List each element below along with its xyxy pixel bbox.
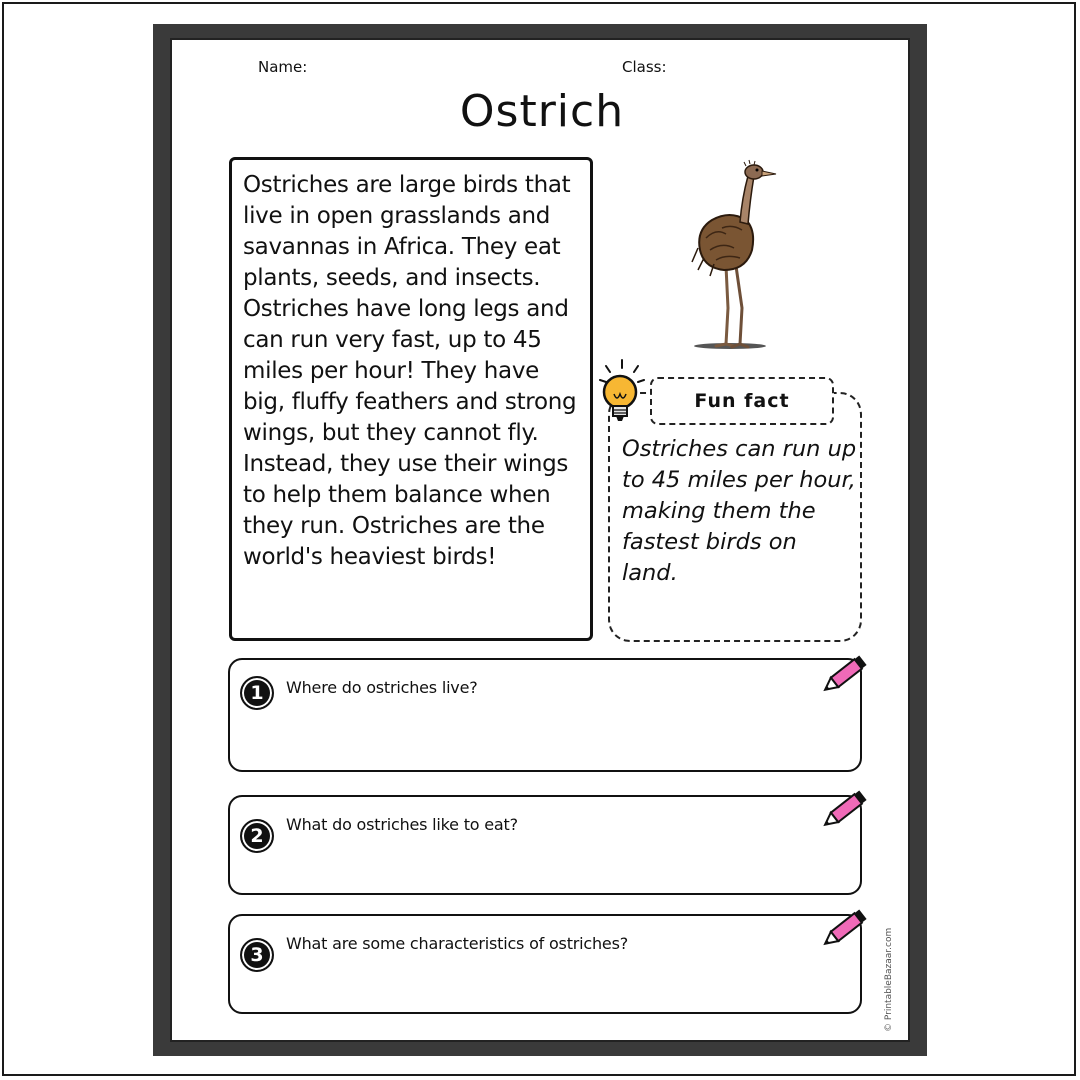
reading-passage-box: [229, 157, 593, 641]
pencil-icon: [818, 787, 870, 833]
question-3-box[interactable]: [228, 914, 862, 1014]
question-3-text: What are some characteristics of ostriches?: [286, 934, 629, 953]
ostrich-illustration: [686, 158, 786, 358]
question-2-text: What do ostriches like to eat?: [286, 815, 518, 834]
pencil-icon: [818, 906, 870, 952]
question-1-box[interactable]: [228, 658, 862, 772]
question-2-box[interactable]: [228, 795, 862, 895]
fun-fact-text: Ostriches can run up to 45 miles per hour, making them the fastest birds on land.: [622, 436, 857, 586]
fun-fact-label: Fun fact: [650, 377, 834, 425]
worksheet-page: [170, 38, 910, 1042]
class-label: Class:: [622, 58, 667, 76]
pencil-icon: [818, 652, 870, 698]
watermark-text: © PrintableBazaar.com: [884, 927, 894, 1032]
name-label: Name:: [258, 58, 308, 76]
question-1-number: 1: [240, 676, 274, 710]
question-2-number: 2: [240, 819, 274, 853]
question-1-text: Where do ostriches live?: [286, 678, 478, 697]
page-title: Ostrich: [459, 86, 625, 137]
lightbulb-icon: [596, 358, 648, 426]
reading-passage-text: Ostriches are large birds that live in open grasslands and savannas in Africa. They eat plants, seeds, and insects. Ostriches have long legs and can run very fast, up to 45 miles per hour! They have big, fluffy feathers and strong wings, but they cannot fly. Instead, they use their wings to help them balance when they run. Ostriches are the world's heaviest birds!: [243, 172, 577, 570]
question-3-number: 3: [240, 938, 274, 972]
